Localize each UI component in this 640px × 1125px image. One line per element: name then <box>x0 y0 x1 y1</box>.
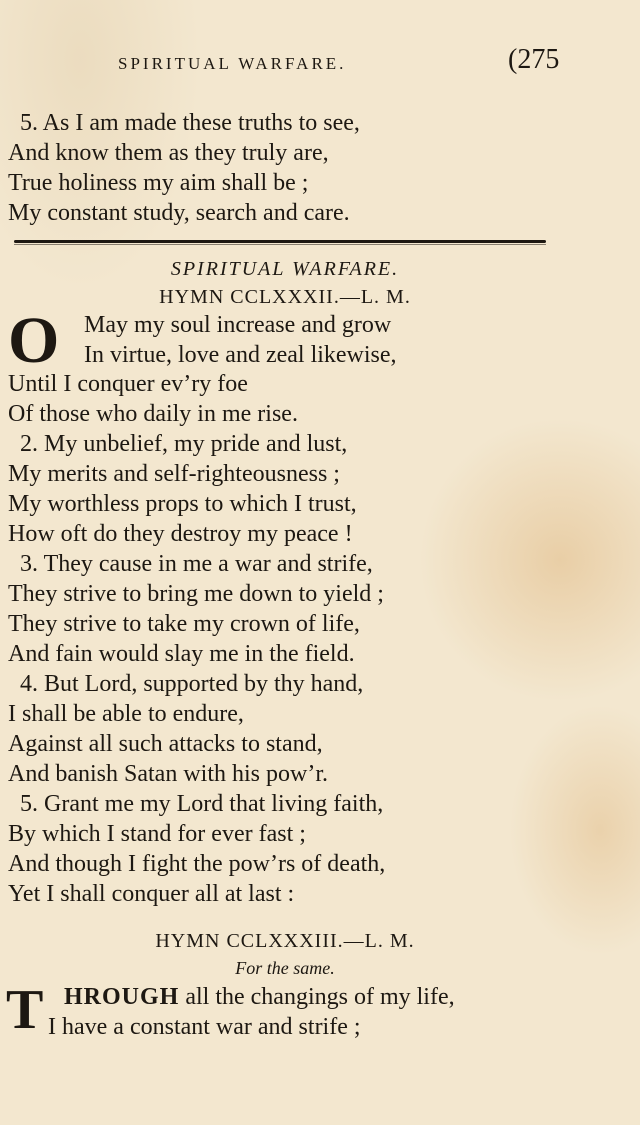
verse-line: My constant study, search and care. <box>8 200 350 226</box>
previous-hymn-stanza <box>8 108 360 228</box>
verse-line: And fain would slay me in the field. <box>8 641 355 667</box>
verse-line: How oft do they destroy my peace ! <box>8 521 353 547</box>
verse-line: My merits and self-righteousness ; <box>8 461 340 487</box>
hymn-283-subtitle: For the same. <box>235 958 335 978</box>
hymn-282-title: HYMN CCLXXXII.—L. M. <box>159 286 411 308</box>
section-divider <box>14 240 546 243</box>
verse-line: And though I fight the pow’rs of death, <box>8 851 386 877</box>
verse-line: And know them as they truly are, <box>8 140 329 166</box>
hymn-282-body <box>8 369 385 909</box>
running-head: SPIRITUAL WARFARE. <box>118 54 347 73</box>
drop-cap: O <box>8 304 60 377</box>
verse-line: Against all such attacks to stand, <box>8 731 323 757</box>
verse-line: 4. But Lord, supported by thy hand, <box>20 671 364 697</box>
verse-line: I have a constant war and strife ; <box>48 1014 361 1040</box>
verse-line: By which I stand for ever fast ; <box>8 821 306 847</box>
verse-line: And banish Satan with his pow’r. <box>8 761 328 787</box>
first-word-caps: HROUGH <box>64 984 180 1010</box>
verse-line: Until I conquer ev’ry foe <box>8 371 248 397</box>
hymn-283-title: HYMN CCLXXXIII.—L. M. <box>155 930 415 952</box>
verse-line: They strive to bring me down to yield ; <box>8 581 384 607</box>
verse-line: They strive to take my crown of life, <box>8 611 360 637</box>
section-title: SPIRITUAL WARFARE. <box>170 258 400 280</box>
verse-line: True holiness my aim shall be ; <box>8 170 309 196</box>
page-number: (275 <box>508 44 560 75</box>
verse-line: May my soul increase and grow <box>84 312 392 338</box>
first-line-rest: all the changings of my life, <box>179 984 455 1010</box>
verse-line: Of those who daily in me rise. <box>8 401 298 427</box>
verse-line: Yet I shall conquer all at last : <box>8 881 295 907</box>
verse-line <box>64 982 455 1012</box>
verse-line: 5. As I am made these truths to see, <box>20 110 360 136</box>
verse-line: 5. Grant me my Lord that living faith, <box>20 791 384 817</box>
verse-line: 3. They cause in me a war and strife, <box>20 551 373 577</box>
verse-line: I shall be able to endure, <box>8 701 244 727</box>
drop-cap: T <box>6 979 44 1041</box>
verse-line: In virtue, love and zeal likewise, <box>84 342 397 368</box>
verse-line: My worthless props to which I trust, <box>8 491 357 517</box>
verse-line: 2. My unbelief, my pride and lust, <box>20 431 348 457</box>
section-divider-thin <box>14 244 546 245</box>
